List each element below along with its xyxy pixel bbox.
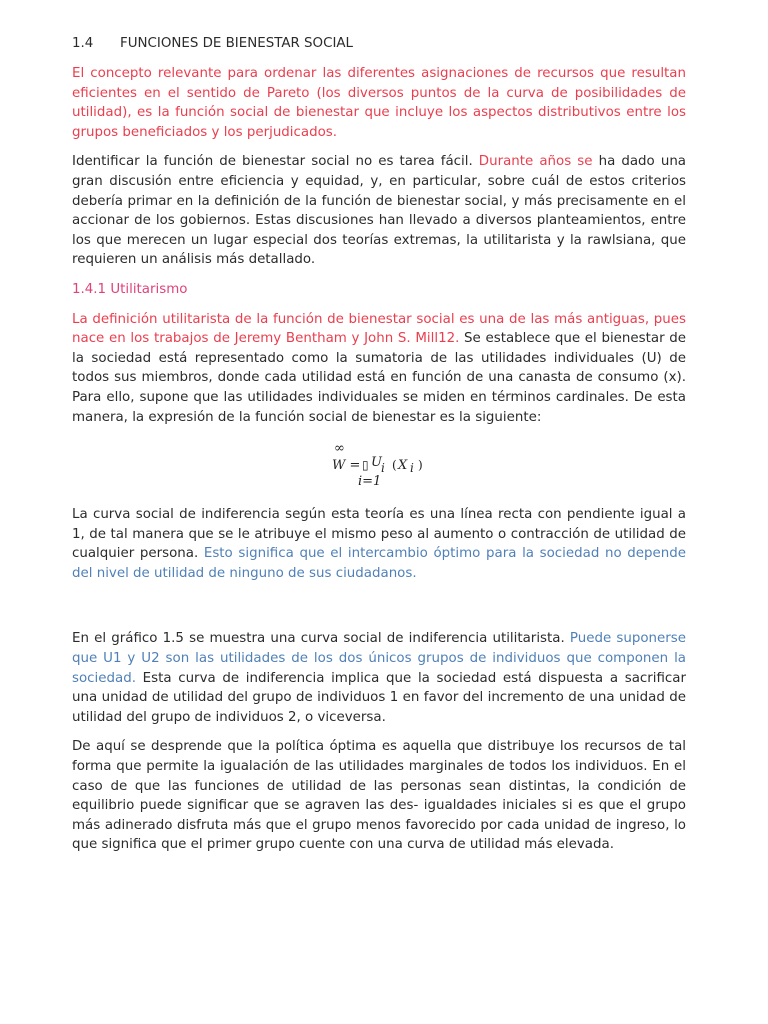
paragraph-utilitarista-highlight: La definición utilitarista de la función de bienestar social es una de las más antiguas, pues nace en los trabajos de Jeremy Bentham y John S. Mill12. <box>72 311 686 347</box>
paragraph-utilitarista-body: Se establece que el bienestar de la sociedad está representado como la sumatoria de las utilidades individuales (U) de todos sus miembros, donde cada utilidad está en función de una canasta de consumo (x). Para ello, supone que las utilidades individuales se miden en términos cardinales. De esta manera, la expresión de la función social de bienestar es la siguiente: <box>72 331 686 425</box>
paragraph-politica-optima <box>72 737 686 855</box>
paragraph-curva-social-highlight: Esto significa que el intercambio óptimo para la sociedad no depende del nivel de utilidad de ninguno de sus ciudadanos. <box>72 546 686 581</box>
paragraph-curva-social-body: La curva social de indiferencia según esta teoría es una línea recta con pendiente igual a 1, de tal manera que se le atribuye el mismo peso al aumento o contracción de utilidad de cualquier persona. <box>72 507 686 562</box>
formula-upper-limit: ∞ <box>334 441 345 457</box>
intro-highlight-text: El concepto relevante para ordenar las diferentes asignaciones de recursos que resultan eficientes en el sentido de Pareto (los diversos puntos de la curva de posibilidades de utilidad), es la función social de bienestar que incluye los aspectos distributivos entre los grupos beneficiados y los perjudicados. <box>72 66 686 140</box>
formula-subscript: i <box>381 461 385 476</box>
paragraph-grafico <box>72 629 686 727</box>
formula-sum-symbol: ▯ <box>362 458 369 473</box>
formula-lower-limit: i=1 <box>358 474 382 490</box>
intro-paragraph <box>72 64 686 142</box>
formula-argument-close: ) <box>418 458 423 473</box>
section-title: FUNCIONES DE BIENESTAR SOCIAL <box>120 36 354 51</box>
paragraph-grafico-part1: En el gráfico 1.5 se muestra una curva social de indiferencia utilitarista. <box>72 631 570 647</box>
paragraph-identificar-highlight: Durante años se <box>478 154 593 170</box>
welfare-formula <box>72 437 686 499</box>
document-page <box>72 34 686 865</box>
paragraph-utilitarista <box>72 310 686 428</box>
formula-argument-subscript: i <box>410 461 414 476</box>
section-number: 1.4 <box>72 36 94 51</box>
paragraph-identificar-part1: Identificar la función de bienestar social no es tarea fácil. <box>72 154 479 170</box>
paragraph-identificar-part3: ha dado una gran discusión entre eficiencia y equidad, y, en particular, sobre cuál de estos criterios debería primar en la definición de la función de bienestar social, y más precisamente en el accionar de los gobiernos. Estas discusiones han llevado a diversos planteamientos, entre los que merecen un lugar especial dos teorías extremas, la utilitarista y la rawlsiana, que requieren un análisis más detallado. <box>72 154 687 268</box>
paragraph-curva-social <box>72 505 686 583</box>
formula-lhs: W = <box>332 458 361 474</box>
paragraph-grafico-part3: Esta curva de indiferencia implica que la sociedad está dispuesta a sacrificar una unidad de utilidad del grupo de individuos 1 en favor del incremento de una unidad de utilidad del grupo de individuos 2, o viceversa. <box>72 670 686 725</box>
formula-argument: X <box>398 458 408 474</box>
paragraph-identificar <box>72 152 686 270</box>
paragraph-politica-optima-body: De aquí se desprende que la política óptima es aquella que distribuye los recursos de tal forma que permite la igualación de las utilidades marginales de todos los individuos. En el caso de que las funciones de utilidad de las personas sean distintas, la condición de equilibrio puede significar que se agraven las des- igualdades iniciales si es que el grupo más adinerado disfruta más que el grupo menos favorecido por cada unidad de ingreso, lo que significa que el primer grupo cuente con una curva de utilidad más elevada. <box>72 739 686 853</box>
subsection-heading: 1.4.1 Utilitarismo <box>72 281 188 297</box>
section-heading <box>72 34 686 54</box>
paragraph-spacer <box>72 593 686 629</box>
formula-argument-open: ( <box>392 458 397 473</box>
formula-function: U <box>371 455 382 471</box>
paragraph-grafico-highlight: Puede suponerse que U1 y U2 son las utilidades de los dos únicos grupos de individuos que componen la sociedad. <box>72 631 686 686</box>
